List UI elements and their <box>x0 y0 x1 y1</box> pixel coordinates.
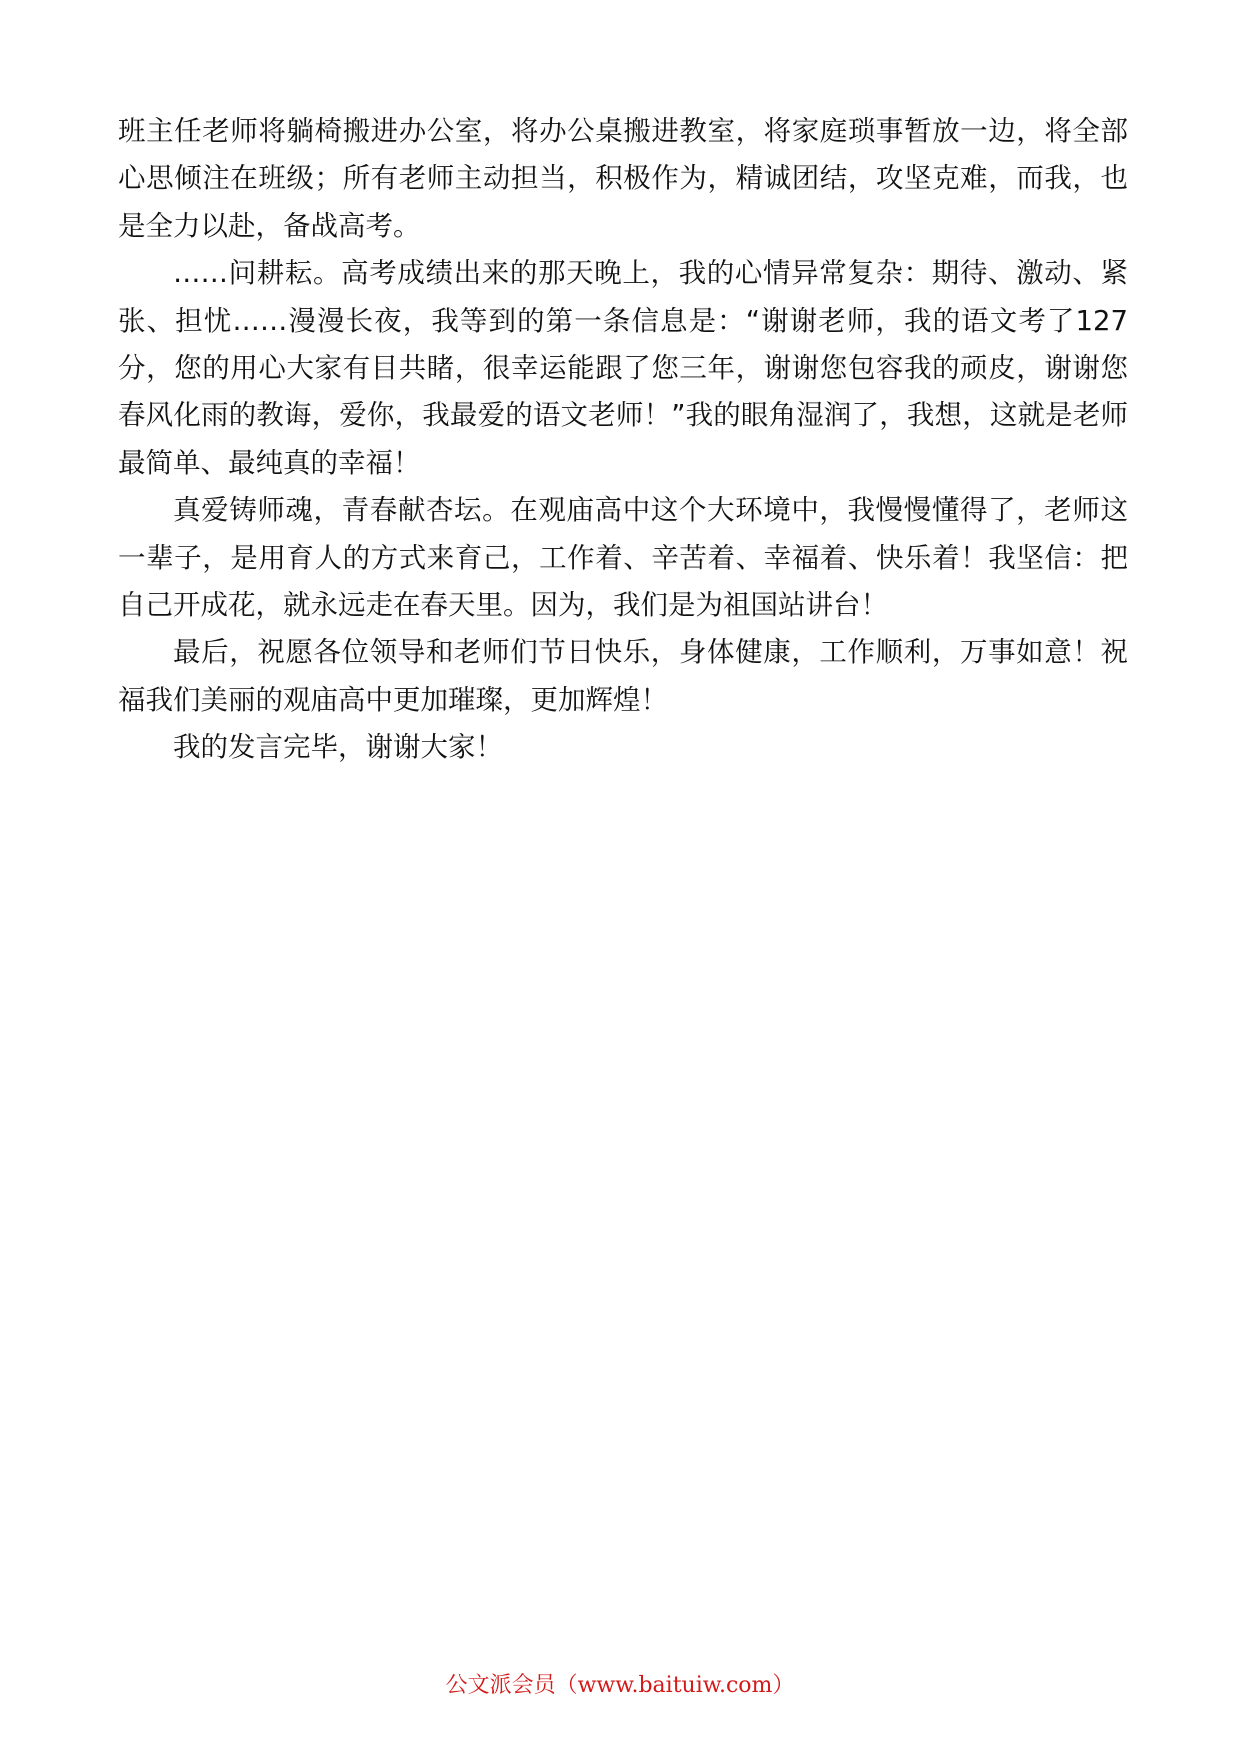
paragraph-3: 真爱铸师魂，青春献杏坛。在观庙高中这个大环境中，我慢慢懂得了，老师这一辈子，是用育人的方式来育己，工作着、辛苦着、幸福着、快乐着！我坚信：把自己开成花，就永远走在春天里。因为，我们是为祖国站讲台！ <box>118 494 1128 622</box>
paragraph-1: 班主任老师将躺椅搬进办公室，将办公桌搬进教室，将家庭琐事暂放一边，将全部心思倾注在班级；所有老师主动担当，积极作为，精诚团结，攻坚克难，而我，也是全力以赴，备战高考。 <box>118 115 1128 242</box>
paragraph-5: 我的发言完毕，谢谢大家！ <box>173 731 503 764</box>
footer-watermark: 公文派会员（www.baituiw.com） <box>445 1673 795 1698</box>
document-body <box>118 108 1128 772</box>
paragraph-2: ……问耕耘。高考成绩出来的那天晚上，我的心情异常复杂：期待、激动、紧张、担忧……漫漫长夜，我等到的第一条信息是：“谢谢老师，我的语文考了127分，您的用心大家有目共睹，很幸运能跟了您三年，谢谢您包容我的顽皮，谢谢您春风化雨的教诲，爱你，我最爱的语文老师！”我的眼角湿润了，我想，这就是老师最简单、最纯真的幸福！ <box>118 257 1128 479</box>
paragraph-4: 最后，祝愿各位领导和老师们节日快乐，身体健康，工作顺利，万事如意！祝福我们美丽的观庙高中更加璀璨，更加辉煌！ <box>118 636 1128 716</box>
